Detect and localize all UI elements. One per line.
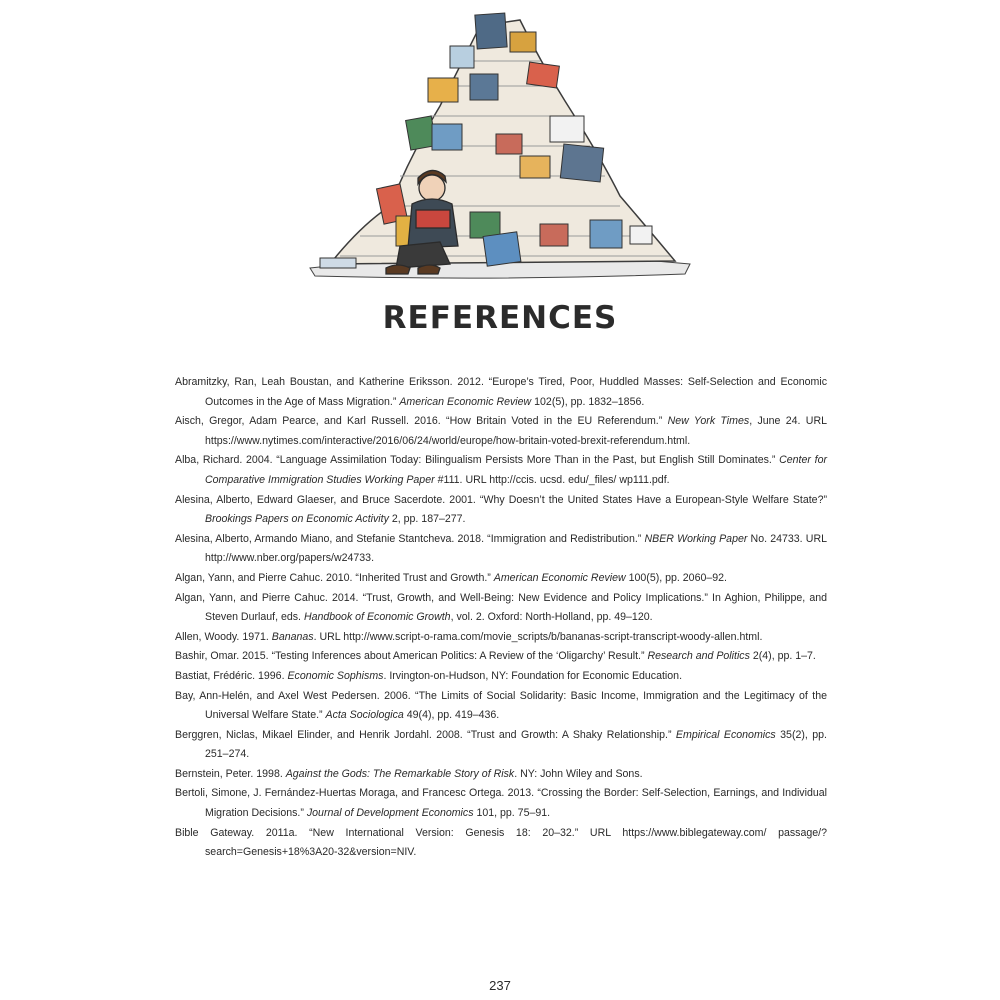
page-number: 237 (489, 978, 511, 993)
reference-entry (175, 451, 827, 490)
reference-entry (175, 726, 827, 765)
reference-text: . NY: John Wiley and Sons. (514, 767, 643, 780)
reference-source-title: Journal of Development Economics (306, 807, 474, 820)
reference-source-title: Economic Sophisms (287, 669, 384, 682)
reference-text: Bertoli, Simone, J. Fernández-Huertas Moraga, and Francesc Ortega. 2013. “Crossing the Border: Self-Selection, Earnings, and Individual Migration Decisions.” (175, 787, 827, 820)
reference-source-title: Research and Politics (647, 650, 750, 663)
reference-source-title: Acta Sociologica (325, 709, 404, 722)
reference-text: , vol. 2. Oxford: North-Holland, pp. 49–120. (450, 611, 653, 624)
reference-source-title: American Economic Review (493, 571, 626, 584)
reference-entry (175, 784, 827, 823)
reference-text: Allen, Woody. 1971. (175, 630, 272, 643)
reference-text: 100(5), pp. 2060–92. (625, 571, 727, 584)
reference-text: #111. URL http://ccis. ucsd. edu/_files/ wp111.pdf. (434, 473, 670, 486)
reference-text: Aisch, Gregor, Adam Pearce, and Karl Russell. 2016. “How Britain Voted in the EU Referendum.” (175, 415, 668, 428)
reference-text: Bashir, Omar. 2015. “Testing Inferences about American Politics: A Review of the ‘Oligarchy’ Result.” (175, 650, 648, 663)
reference-text: . URL http://www.script-o-rama.com/movie_scripts/b/bananas-script-transcript-woody-allen.html. (313, 630, 763, 643)
reference-text: 2(4), pp. 1–7. (749, 650, 816, 663)
reference-text: Algan, Yann, and Pierre Cahuc. 2014. “Trust, Growth, and Well-Being: New Evidence and Policy Implications.” In Aghion, Philippe, and Steven Durlauf, eds. (175, 591, 827, 624)
reference-source-title: Handbook of Economic Growth (303, 611, 451, 624)
reference-source-title: Against the Gods: The Remarkable Story of Risk (285, 767, 515, 780)
reference-text: Bible Gateway. 2011a. “New International Version: Genesis 18: 20–32.” URL https://www.biblegateway.com/ passage/?search=Genesis+18%3A20-32&version=NIV. (175, 826, 827, 859)
reference-text: Bay, Ann-Helén, and Axel West Pedersen. 2006. “The Limits of Social Solidarity: Basic Income, Immigration and the Legitimacy of the Universal Welfare State.” (175, 689, 827, 722)
reference-text: Alesina, Alberto, Armando Miano, and Stefanie Stantcheva. 2018. “Immigration and Redistribution.” (175, 532, 645, 545)
reference-entry (175, 667, 827, 687)
reference-text: Berggren, Niclas, Mikael Elinder, and Henrik Jordahl. 2008. “Trust and Growth: A Shaky Relationship.” (175, 728, 676, 741)
reference-text: 102(5), pp. 1832–1856. (531, 395, 645, 408)
reference-entry (175, 765, 827, 785)
reference-text: Bastiat, Frédéric. 1996. (175, 669, 288, 682)
reference-entry (175, 491, 827, 530)
reference-entry (175, 412, 827, 451)
reference-source-title: Bananas (271, 630, 314, 643)
reference-text: No. 24733. URL http://www.nber.org/papers/w24733. (205, 532, 827, 565)
reference-source-title: Brookings Papers on Economic Activity (205, 513, 389, 526)
book-pile-reader-icon (300, 6, 700, 291)
reference-source-title: Empirical Economics (675, 728, 776, 741)
reference-entry (175, 569, 827, 589)
reference-text: Bernstein, Peter. 1998. (175, 767, 286, 780)
reference-text: , June 24. URL https://www.nytimes.com/interactive/2016/06/24/world/europe/how-britain-voted-brexit-referendum.html. (205, 415, 827, 447)
reference-text: 35(2), pp. 251–274. (205, 728, 827, 761)
reference-source-title: American Economic Review (399, 395, 532, 408)
reference-entry (175, 628, 827, 648)
reference-list (175, 373, 827, 863)
page-title: REFERENCES (382, 300, 618, 336)
reference-text: Algan, Yann, and Pierre Cahuc. 2010. “Inherited Trust and Growth.” (175, 571, 494, 584)
reference-text: Alba, Richard. 2004. “Language Assimilation Today: Bilingualism Persists More Than in the Past, but English Still Dominates.” (175, 454, 780, 467)
reference-entry (175, 373, 827, 412)
reference-entry (175, 589, 827, 628)
book-pile-illustration (300, 6, 700, 291)
reference-text: 49(4), pp. 419–436. (403, 709, 500, 722)
reference-text: 2, pp. 187–277. (388, 513, 466, 526)
reference-text: . Irvington-on-Hudson, NY: Foundation for Economic Education. (383, 669, 683, 682)
reference-entry (175, 687, 827, 726)
reference-source-title: New York Times (667, 415, 750, 428)
reference-text: Alesina, Alberto, Edward Glaeser, and Bruce Sacerdote. 2001. “Why Doesn’t the United States Have a European-Style Welfare State?” (175, 493, 827, 506)
reference-text: Abramitzky, Ran, Leah Boustan, and Katherine Eriksson. 2012. “Europe’s Tired, Poor, Huddled Masses: Self-Selection and Economic Outcomes in the Age of Mass Migration.” (175, 376, 827, 408)
reference-entry (175, 647, 827, 667)
reference-source-title: Center for Comparative Immigration Studies Working Paper (205, 454, 827, 486)
reference-source-title: NBER Working Paper (644, 532, 748, 545)
reference-entry (175, 824, 827, 863)
reference-entry (175, 530, 827, 569)
reference-text: 101, pp. 75–91. (473, 807, 551, 820)
